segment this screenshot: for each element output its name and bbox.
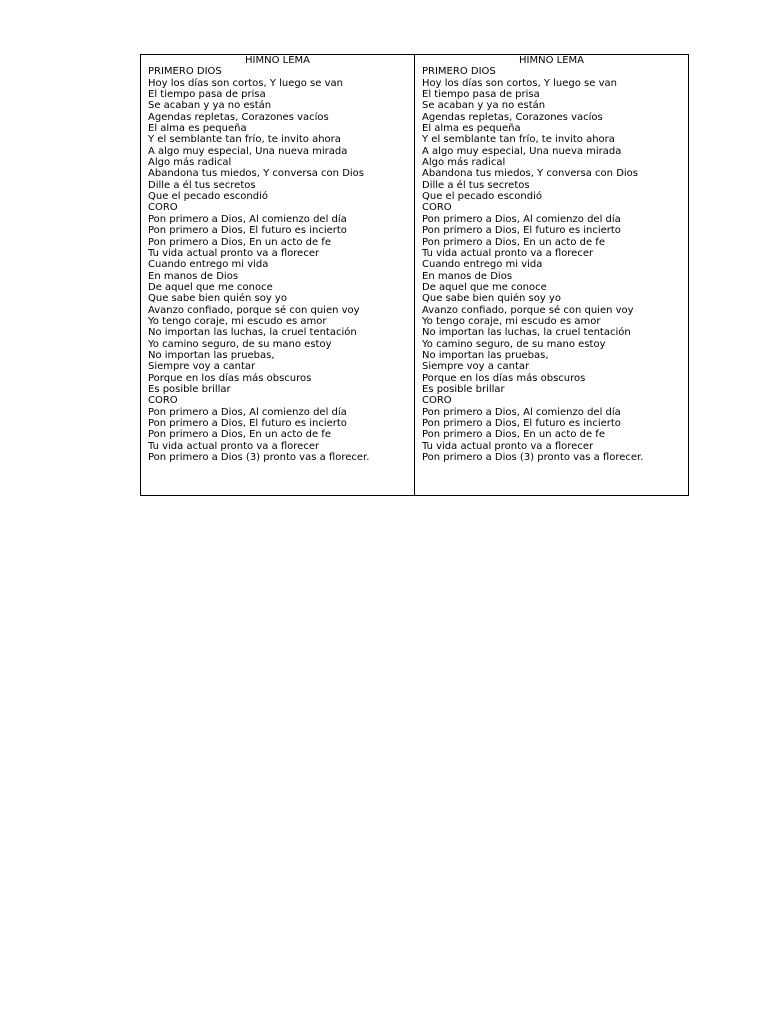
lyric-line: No importan las luchas, la cruel tentación (422, 327, 631, 339)
lyric-line: Dille a él tus secretos (148, 179, 256, 191)
lyric-line: Y el semblante tan frío, te invito ahora (422, 134, 615, 146)
lyric-line: Yo camino seguro, de su mano estoy (422, 338, 606, 350)
lyric-line: El tiempo pasa de prisa (148, 89, 266, 101)
lyric-line: Es posible brillar (148, 383, 231, 395)
lyric-line: En manos de Dios (148, 270, 239, 282)
lyric-line: CORO (422, 202, 452, 214)
lyric-line: Tu vida actual pronto va a florecer (422, 247, 594, 259)
lyric-line: Yo camino seguro, de su mano estoy (148, 338, 332, 350)
lyric-line: Pon primero a Dios, El futuro es incierto (148, 418, 347, 429)
lyric-line: Avanzo confiado, porque sé con quien voy (422, 304, 634, 316)
lyric-line: Que el pecado escondió (422, 191, 542, 203)
lyric-line: En manos de Dios (422, 270, 513, 282)
lyric-line: Abandona tus miedos, Y conversa con Dios (422, 168, 638, 180)
lyric-line: No importan las pruebas, (148, 349, 275, 361)
lyric-line: Pon primero a Dios, En un acto de fe (148, 429, 331, 441)
lyric-line: CORO (148, 202, 178, 214)
lyric-line: A algo muy especial, Una nueva mirada (148, 145, 348, 157)
lyrics-column-right (415, 55, 688, 495)
lyric-line: Que el pecado escondió (148, 191, 268, 203)
lyric-line: Pon primero a Dios, El futuro es incierto (422, 418, 621, 429)
lyric-line: Porque en los días más obscuros (422, 372, 586, 384)
lyric-line: PRIMERO DIOS (148, 66, 222, 78)
column-heading: HIMNO LEMA (245, 55, 310, 66)
lyric-line: Siempre voy a cantar (422, 361, 530, 373)
lyric-line: Abandona tus miedos, Y conversa con Dios (148, 168, 364, 180)
lyric-line: Siempre voy a cantar (148, 361, 256, 373)
lyric-line: No importan las luchas, la cruel tentación (148, 327, 357, 339)
lyric-line: Algo más radical (148, 157, 232, 169)
lyric-line: Que sabe bien quién soy yo (148, 293, 287, 305)
lyric-line: Agendas repletas, Corazones vacíos (148, 111, 329, 123)
lyric-line: Hoy los días son cortos, Y luego se van (148, 77, 343, 89)
lyric-line: Se acaban y ya no están (422, 100, 546, 112)
lyric-line: Pon primero a Dios, El futuro es incierto (422, 225, 621, 237)
lyric-line: Pon primero a Dios, En un acto de fe (422, 236, 605, 248)
lyric-line: Algo más radical (422, 157, 506, 169)
lyric-line: Pon primero a Dios, El futuro es incierto (148, 225, 347, 237)
lyric-line: Porque en los días más obscuros (148, 372, 312, 384)
lyrics-lines-left (148, 66, 414, 463)
column-heading: HIMNO LEMA (519, 55, 584, 66)
lyric-line: Pon primero a Dios, En un acto de fe (422, 429, 605, 441)
lyric-line: Pon primero a Dios, Al comienzo del día (422, 213, 621, 225)
lyric-line: No importan las pruebas, (422, 349, 549, 361)
lyric-line: Pon primero a Dios (3) pronto vas a florecer. (422, 452, 644, 464)
lyric-line: Yo tengo coraje, mi escudo es amor (422, 315, 601, 327)
lyric-line: Que sabe bien quién soy yo (422, 293, 561, 305)
lyric-line: Hoy los días son cortos, Y luego se van (422, 77, 617, 89)
lyric-line: Dille a él tus secretos (422, 179, 530, 191)
lyric-line: Y el semblante tan frío, te invito ahora (148, 134, 341, 146)
lyric-line: Tu vida actual pronto va a florecer (422, 440, 594, 452)
lyric-line: Se acaban y ya no están (148, 100, 272, 112)
lyric-line: Tu vida actual pronto va a florecer (148, 440, 320, 452)
lyric-line: Pon primero a Dios, Al comienzo del día (148, 213, 347, 225)
lyrics-table (140, 54, 689, 496)
lyric-line: El alma es pequeña (422, 123, 521, 135)
lyric-line: Pon primero a Dios, En un acto de fe (148, 236, 331, 248)
lyric-line: Pon primero a Dios, Al comienzo del día (422, 406, 621, 418)
lyric-line: Agendas repletas, Corazones vacíos (422, 111, 603, 123)
lyric-line: El alma es pequeña (148, 123, 247, 135)
lyric-line: Pon primero a Dios (3) pronto vas a florecer. (148, 452, 370, 464)
lyric-line: Es posible brillar (422, 383, 505, 395)
lyric-line: De aquel que me conoce (148, 281, 273, 293)
lyric-line: Cuando entrego mi vida (148, 259, 269, 271)
lyric-line: CORO (422, 395, 452, 407)
lyric-line: Cuando entrego mi vida (422, 259, 543, 271)
lyric-line: De aquel que me conoce (422, 281, 547, 293)
lyrics-column-left (141, 55, 415, 495)
lyric-line: Yo tengo coraje, mi escudo es amor (148, 315, 327, 327)
lyrics-lines-right (422, 66, 688, 463)
lyric-line: PRIMERO DIOS (422, 66, 496, 78)
lyric-line: Tu vida actual pronto va a florecer (148, 247, 320, 259)
lyric-line: A algo muy especial, Una nueva mirada (422, 145, 622, 157)
lyric-line: Avanzo confiado, porque sé con quien voy (148, 304, 360, 316)
lyric-line: CORO (148, 395, 178, 407)
lyric-line: Pon primero a Dios, Al comienzo del día (148, 406, 347, 418)
lyric-line: El tiempo pasa de prisa (422, 89, 540, 101)
